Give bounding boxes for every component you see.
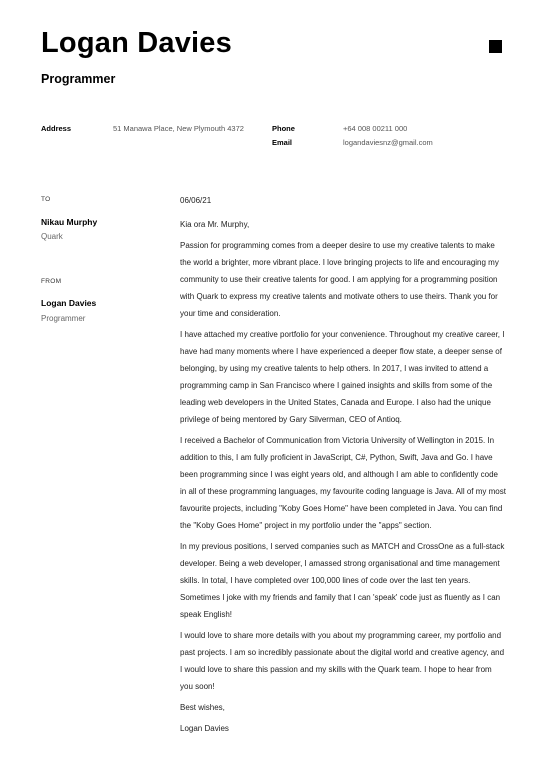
- email-label: Email: [272, 138, 293, 147]
- applicant-name: Logan Davies: [41, 27, 232, 59]
- letter-signature: Logan Davies: [180, 724, 229, 733]
- letter-body: [180, 192, 506, 737]
- letter-closing: Best wishes,: [180, 703, 225, 712]
- black-square-mark: [489, 40, 502, 53]
- recipient-label: TO: [41, 196, 51, 203]
- letter-salutation: Kia ora Mr. Murphy,: [180, 220, 250, 229]
- applicant-title: Programmer: [41, 72, 116, 86]
- recipient-name: Nikau Murphy: [41, 217, 98, 227]
- phone-label: Phone: [272, 124, 295, 133]
- letter-paragraph: I have attached my creative portfolio for your convenience. Throughout my creative career, I have had many moments where I have experienced a deeper flow state, a deeper sense of belonging, by using my creative talents to help others. In 2017, I was invited to attend a programming camp in San Francisco where I gained insights and skills from some of the leading web developers in the United States, Canada and Europe. I also had the unique privilege of being mentored by Gary Silverman, CEO of Antioq.: [180, 330, 505, 424]
- sender-name: Logan Davies: [41, 298, 97, 308]
- address-value: 51 Manawa Place, New Plymouth 4372: [113, 124, 244, 133]
- letter-paragraph: Passion for programming comes from a deeper desire to use my creative talents to make the world a brighter, more vibrant place. I love bringing projects to life and encouraging my community to use their creative talents for good. I am applying for a programming position with Quark to express my creative talents and motivate others to use theirs. Thank you for your time and consideration.: [180, 241, 499, 318]
- letter-paragraph: I would love to share more details with you about my programming career, my portfolio and past projects. I am so incredibly passionate about the digital world and creative agency, and I would love to share this passion and my skills with the Quark team. I hope to hear from you soon!: [180, 631, 505, 691]
- recipient-company: Quark: [41, 232, 63, 241]
- sender-title: Programmer: [41, 314, 86, 323]
- letter-date: 06/06/21: [180, 196, 212, 205]
- letter-paragraph: In my previous positions, I served companies such as MATCH and CrossOne as a full-stack developer. Being a web developer, I amassed strong organisational and time management skills. In total, I have completed over 100,000 lines of code over the last ten years. Sometimes I joke with my friends and family that I can 'speak' code just as fluently as I can speak English!: [180, 542, 505, 619]
- letter-paragraph: I received a Bachelor of Communication from Victoria University of Wellington in 2015. In addition to this, I am fully proficient in JavaScript, C#, Python, Swift, Java and Go. I have been programming since I was eight years old, and although I am able to confidently code in all of these programming languages, my favourite coding language is Java. All of my most favourite projects, including "Koby Goes Home" have been completed in Java. You can find the "Koby Goes Home" project in my portfolio under the "apps" section.: [180, 436, 506, 530]
- phone-value: +64 008 00211 000: [343, 124, 408, 133]
- address-label: Address: [41, 124, 72, 133]
- email-value: logandaviesnz@gmail.com: [343, 138, 433, 147]
- sender-label: FROM: [41, 278, 62, 285]
